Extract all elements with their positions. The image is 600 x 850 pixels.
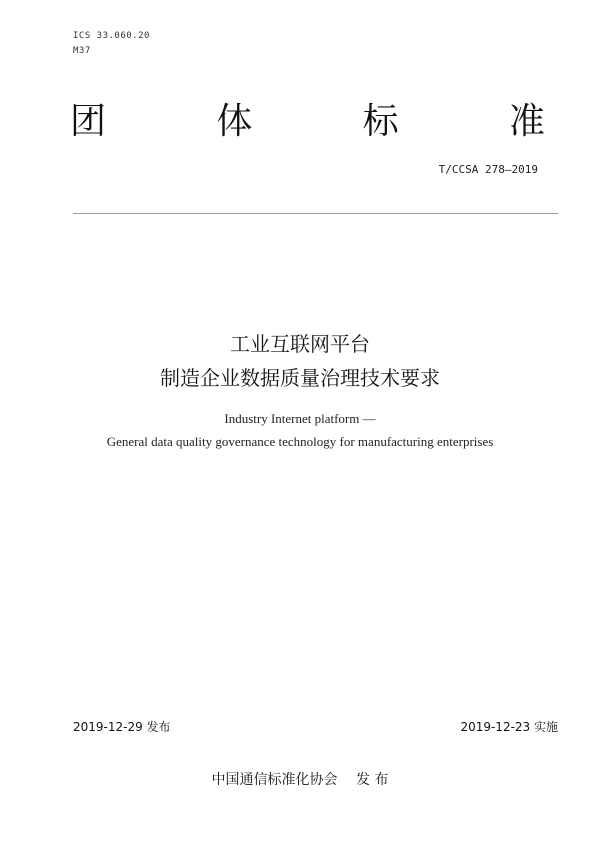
standard-type-char: 标 — [362, 101, 399, 142]
ics-code: ICS 33.060.20 — [73, 31, 150, 41]
standard-type-char: 准 — [508, 101, 545, 142]
publisher: 中国通信标准化协会 发 布 — [211, 772, 389, 788]
standard-type-heading — [70, 100, 545, 144]
ccs-code: M37 — [73, 46, 91, 56]
standard-number: T/CCSA 278—2019 — [438, 163, 538, 176]
title-en-line-2: General data quality governance technology for manufacturing enterprises — [106, 434, 494, 449]
standard-type-char: 团 — [70, 101, 107, 142]
title-cn-line-1: 工业互联网平台 — [230, 332, 370, 356]
title-en-line-1: Industry Internet platform — — [224, 411, 376, 426]
title-cn-line-2: 制造企业数据质量治理技术要求 — [160, 366, 440, 390]
implementation-date: 2019-12-23 实施 — [460, 720, 558, 734]
issue-date: 2019-12-29 发布 — [73, 720, 171, 734]
header-divider — [73, 213, 558, 214]
standard-type-char: 体 — [216, 101, 253, 142]
